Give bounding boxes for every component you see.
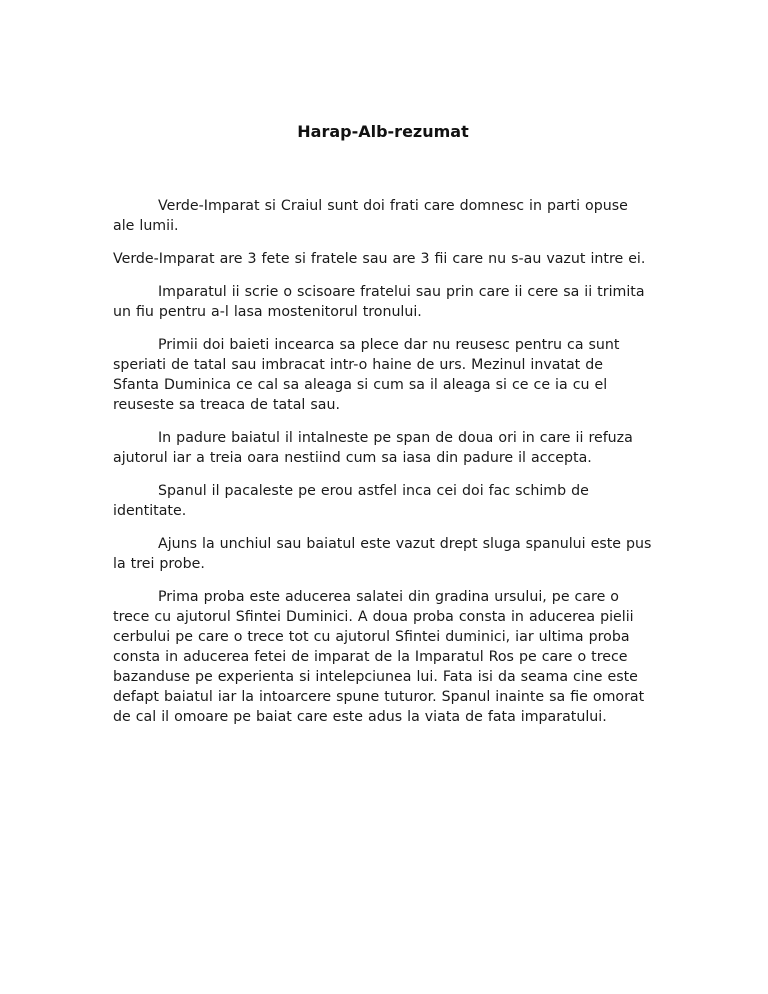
paragraph-3: Imparatul ii scrie o scisoare fratelui sau prin care ii cere sa ii trimita un fiu pentru a-l lasa mostenitorul tronului. xyxy=(113,284,645,320)
paragraph-8: Prima proba este aducerea salatei din gradina ursului, pe care o trece cu ajutorul Sfintei Duminici. A doua proba consta in aducerea pielii cerbului pe care o trece tot cu ajutorul Sfintei duminici, iar ultima proba consta in aducerea fetei de imparat de la Imparatul Ros pe care o trece bazanduse pe experienta si intelepciunea lui. Fata isi da seama cine este defapt baiatul iar la intoarcere spune tuturor. Spanul inainte sa fie omorat de cal il omoare pe baiat care este adus la viata de fata imparatului. xyxy=(113,589,645,725)
paragraph-4: Primii doi baieti incearca sa plece dar nu reusesc pentru ca sunt speriati de tatal sau imbracat intr-o haine de urs. Mezinul invatat de Sfanta Duminica ce cal sa aleaga si cum sa il aleaga si ce ce ia cu el reuseste sa treaca de tatal sau. xyxy=(113,337,620,413)
paragraph-5: In padure baiatul il intalneste pe span de doua ori in care ii refuza ajutorul iar a treia oara nestiind cum sa iasa din padure il accepta. xyxy=(113,430,633,466)
document-body xyxy=(113,122,653,740)
paragraph-6: Spanul il pacaleste pe erou astfel inca cei doi fac schimb de identitate. xyxy=(113,483,589,519)
paragraph-2: Verde-Imparat are 3 fete si fratele sau are 3 fii care nu s-au vazut intre ei. xyxy=(113,251,646,267)
paragraph-7: Ajuns la unchiul sau baiatul este vazut drept sluga spanului este pus la trei probe. xyxy=(113,536,652,572)
paragraph-1: Verde-Imparat si Craiul sunt doi frati care domnesc in parti opuse ale lumii. xyxy=(113,198,628,234)
document-title: Harap-Alb-rezumat xyxy=(297,122,469,141)
